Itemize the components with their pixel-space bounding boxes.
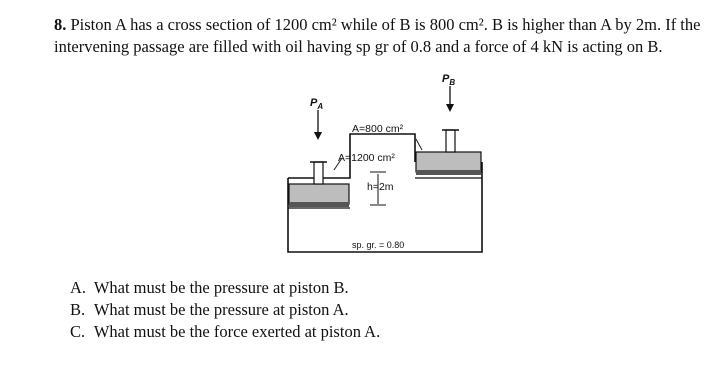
label-pa: $P_A$	[310, 97, 324, 111]
question-letter: A.	[70, 278, 87, 297]
question-text: What must be the pressure at piston A.	[93, 300, 349, 319]
piston-b-rod	[446, 130, 455, 152]
question-letter: B.	[70, 300, 86, 319]
label-area-a: A=1200 cm²	[338, 152, 395, 164]
label-sp-gr: sp. gr. = 0.80	[352, 240, 405, 250]
problem-number: 8.	[54, 15, 67, 34]
question-item	[70, 299, 380, 321]
problem-statement	[54, 14, 704, 58]
question-item	[70, 277, 380, 299]
label-pb: $P_B$	[442, 73, 456, 87]
force-arrow-a-head	[314, 132, 322, 140]
question-letter: C.	[70, 322, 86, 341]
label-height: h=2m	[367, 181, 394, 193]
question-text: What must be the force exerted at piston A.	[93, 322, 381, 341]
question-item	[70, 321, 380, 343]
piston-a-rod	[314, 162, 323, 184]
force-arrow-b-head	[446, 104, 454, 112]
question-text: What must be the pressure at piston B.	[93, 278, 349, 297]
piston-a	[289, 184, 349, 204]
hydraulic-press-figure	[270, 66, 530, 280]
piston-b-plate	[416, 170, 481, 175]
piston-a-plate	[289, 202, 349, 207]
hydraulic-press-diagram	[270, 66, 530, 280]
piston-b	[416, 152, 481, 172]
problem-text: Piston A has a cross section of 1200 cm² while of B is 800 cm². B is higher than A by 2m. If the intervening passage are filled with oil having sp gr of 0.8 and a force of 4 kN is acting on B.	[54, 15, 701, 56]
label-area-b: A=800 cm²	[352, 123, 404, 135]
question-list	[70, 277, 380, 343]
